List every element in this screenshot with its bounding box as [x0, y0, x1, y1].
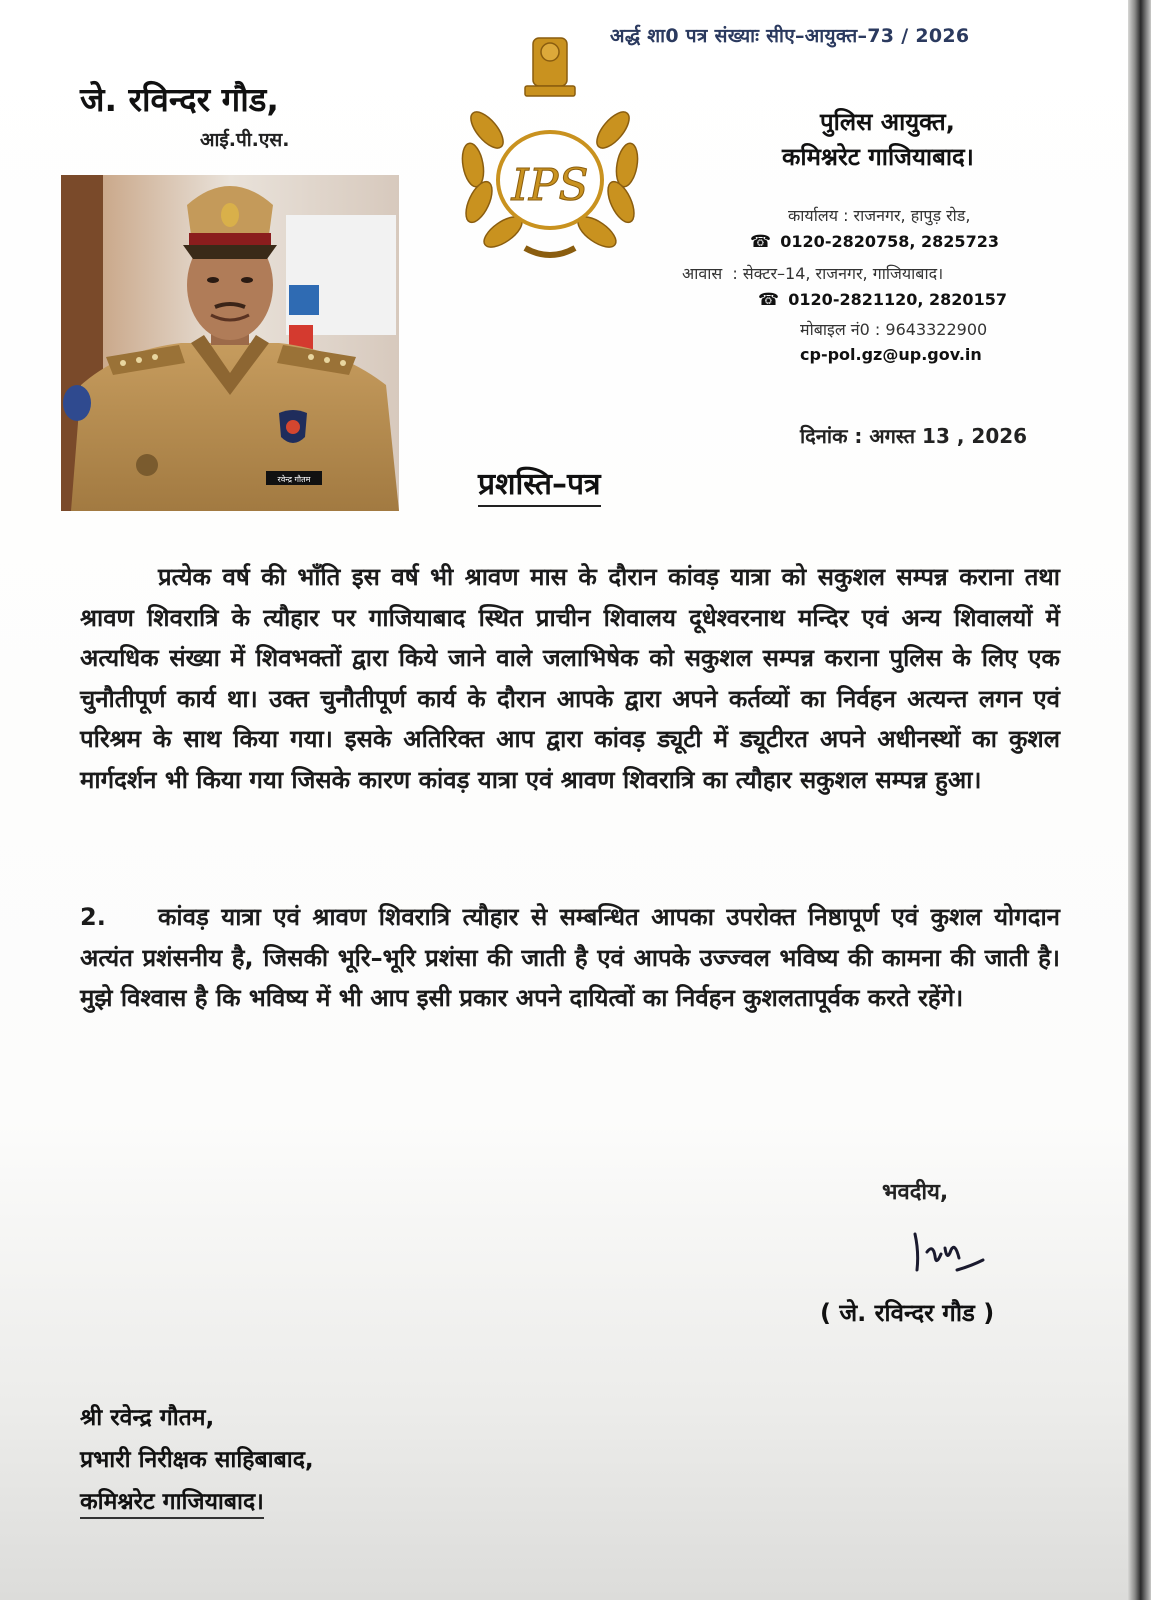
reference-number: अर्द्ध शा0 पत्र संख्याः सीए–आयुक्त–73 / 2026 — [610, 25, 970, 47]
paragraph-number: 2. — [80, 903, 106, 931]
letter-title: प्रशस्ति–पत्र — [478, 462, 601, 507]
residence-address-label: आवास — [682, 264, 723, 283]
mobile-label: मोबाइल नं0 — [800, 320, 870, 339]
office-address: कार्यालय : राजनगर, हापुड़ रोड, — [788, 206, 971, 225]
phone-icon: ☎ — [758, 290, 780, 310]
office-location: कमिश्नरेट गाजियाबाद। — [782, 143, 974, 171]
email-address: cp-pol.gz@up.gov.in — [800, 345, 982, 364]
letter-date: दिनांक : अगस्त 13 , 2026 — [800, 424, 1028, 448]
mobile-line: मोबाइल नं0 : 9643322900 — [800, 320, 988, 339]
mobile-number: 9643322900 — [885, 320, 988, 339]
body-paragraph-2 — [80, 897, 1060, 1019]
page-edge-shadow — [1128, 0, 1151, 1600]
body-paragraph-2-text: कांवड़ यात्रा एवं श्रावण शिवरात्रि त्यौहार से सम्बन्धित आपका उपरोक्त निष्ठापूर्ण एवं कुशल योगदान अत्यंत प्रशंसनीय है, जिसकी भूरि–भूरि प्रशंसा की जाती है एवं आपके उज्ज्वल भविष्य की कामना की जाती है। मुझे विश्वास है कि भविष्य में भी आप इसी प्रकार अपने दायित्वों का निर्वहन कुशलतापूर्वक करते रहेंगे। — [80, 903, 1060, 1012]
email-line — [800, 345, 982, 364]
residence-phone-line — [758, 290, 1007, 310]
office-phone: 0120-2820758, 2825723 — [780, 232, 999, 251]
author-name: जे. रविन्दर गौड, — [80, 80, 279, 119]
emblem-monogram: IPS — [511, 160, 589, 211]
recipient-location: कमिश्नरेट गाजियाबाद। — [80, 1484, 264, 1519]
photo-name-plate: रवेन्द्र गौतम — [277, 475, 311, 484]
closing-salutation: भवदीय, — [882, 1180, 949, 1205]
phone-icon: ☎ — [750, 232, 772, 252]
signatory-name: ( जे. रविन्दर गौड ) — [820, 1299, 995, 1327]
ips-emblem — [445, 30, 655, 270]
recipient-designation: प्रभारी निरीक्षक साहिबाबाद, — [80, 1447, 314, 1473]
office-phone-line — [750, 232, 999, 252]
residence-phone: 0120-2821120, 2820157 — [788, 290, 1007, 309]
author-service: आई.पी.एस. — [200, 129, 290, 151]
residence-address-value: सेक्टर–14, राजनगर, गाजियाबाद। — [742, 264, 944, 283]
officer-photo-illustration — [61, 175, 399, 511]
officer-photo — [61, 175, 399, 511]
office-designation: पुलिस आयुक्त, — [820, 108, 955, 136]
body-paragraph-1: प्रत्येक वर्ष की भाँति इस वर्ष भी श्रावण मास के दौरान कांवड़ यात्रा को सकुशल सम्पन्न कराना तथा श्रावण शिवरात्रि के त्यौहार पर गाजियाबाद स्थित प्राचीन शिवालय दूधेश्वरनाथ मन्दिर एवं अन्य शिवालयों में अत्यधिक संख्या में शिवभक्तों द्वारा किये जाने वाले जलाभिषेक को सकुशल सम्पन्न कराना पुलिस के लिए एक चुनौतीपूर्ण कार्य था। उक्त चुनौतीपूर्ण कार्य के दौरान आपके द्वारा अपने कर्तव्यों का निर्वहन अत्यन्त लगन एवं परिश्रम के साथ किया गया। इसके अतिरिक्त आप द्वारा कांवड़ ड्यूटी में ड्यूटीरत अपने अधीनस्थों का कुशल मार्गदर्शन भी किया गया जिसके कारण कांवड़ यात्रा एवं श्रावण शिवरात्रि का त्यौहार सकुशल सम्पन्न हुआ। — [80, 563, 1060, 794]
office-address-label: कार्यालय — [788, 206, 838, 225]
office-address-value: राजनगर, हापुड़ रोड, — [853, 206, 971, 225]
recipient-name: श्री रवेन्द्र गौतम, — [80, 1405, 215, 1431]
residence-address: आवास : सेक्टर–14, राजनगर, गाजियाबाद। — [682, 264, 944, 283]
handwritten-signature — [905, 1222, 995, 1282]
